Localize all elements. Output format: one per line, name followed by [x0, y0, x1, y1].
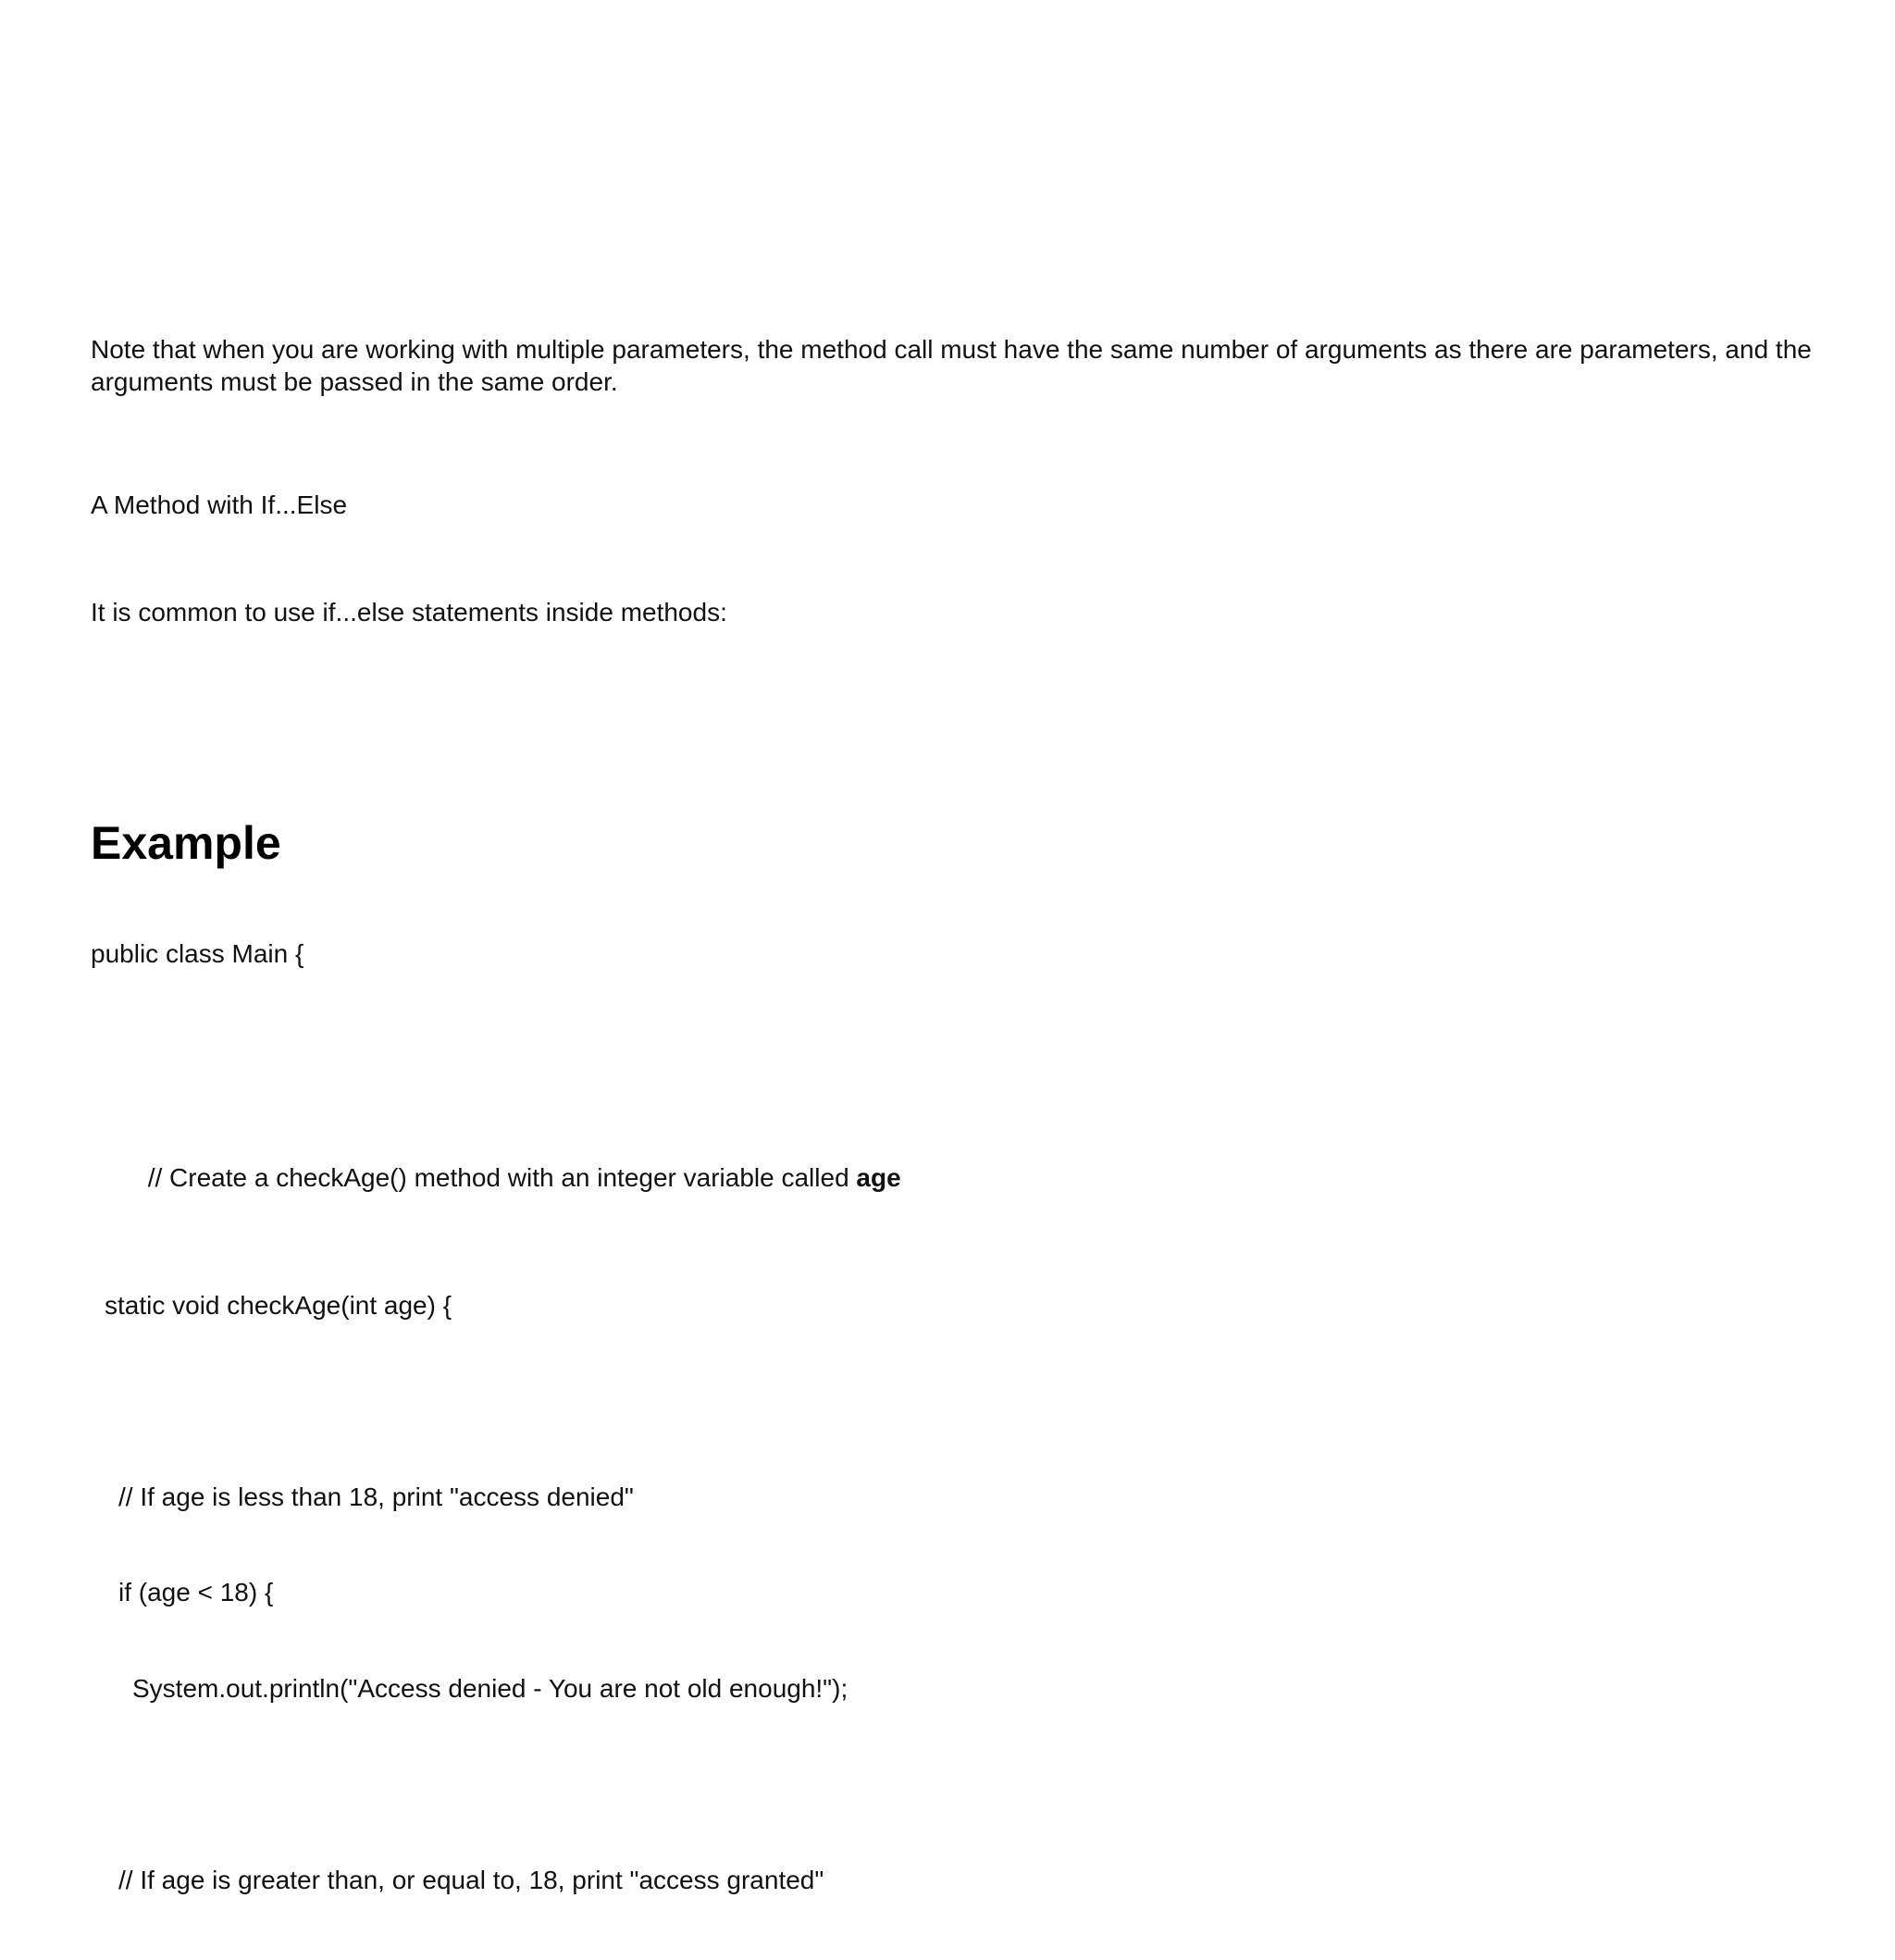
code-comment-bold-variable: age [856, 1162, 901, 1192]
code-line-granted-comment: // If age is greater than, or equal to, 18, print "access granted" [118, 1865, 824, 1894]
code-line-class-declaration: public class Main { [91, 939, 304, 968]
code-line-if-condition: if (age < 18) { [118, 1578, 274, 1606]
code-line-method-signature: static void checkAge(int age) { [105, 1290, 452, 1320]
code-line-blank [91, 1385, 901, 1418]
code-line-blank [91, 1035, 901, 1067]
code-line-blank [91, 1768, 901, 1801]
code-line-denied-comment: // If age is less than 18, print "access denied" [118, 1482, 634, 1511]
note-paragraph: Note that when you are working with multiple parameters, the method call must have the same number of arguments as there are parameters, and the arguments must be passed in the same order. [91, 335, 1812, 396]
code-example [91, 875, 901, 1960]
section-title: A Method with If...Else [91, 490, 348, 519]
example-heading: Example [91, 816, 281, 869]
code-line-print-denied: System.out.println("Access denied - You are not old enough!"); [132, 1673, 848, 1703]
intro-text: It is common to use if...else statements inside methods: [91, 598, 727, 626]
code-line-method-comment [91, 1130, 901, 1226]
code-comment-prefix: // Create a checkAge() method with an integer variable called [147, 1162, 857, 1192]
